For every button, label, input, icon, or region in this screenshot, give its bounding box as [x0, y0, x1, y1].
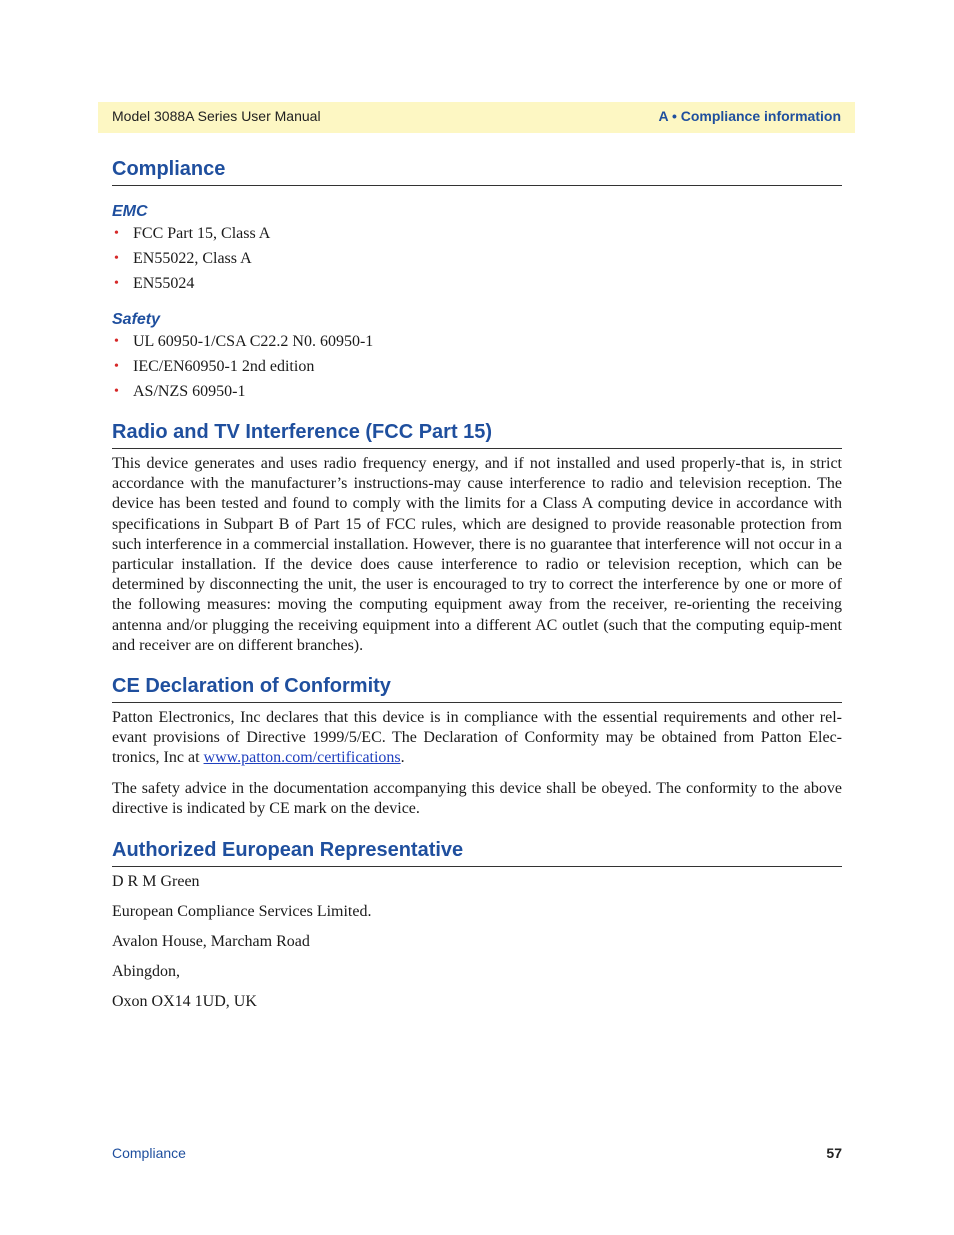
bullet-icon: • [114, 334, 119, 349]
chapter-title: A • Compliance information [658, 108, 841, 124]
subsection-title-safety: Safety [112, 311, 161, 328]
page-content [112, 158, 842, 1012]
page-number: 57 [826, 1145, 842, 1161]
address-line: European Compliance Services Limited. [112, 903, 372, 921]
bullet-icon: • [114, 276, 119, 291]
bullet-icon: • [114, 384, 119, 399]
address-line: Oxon OX14 1UD, UK [112, 993, 257, 1011]
address-line: Abingdon, [112, 963, 180, 981]
section-title-radio-interference: Radio and TV Interference (FCC Part 15) [112, 421, 842, 449]
footer-section-name: Compliance [112, 1145, 186, 1161]
section-title-ce-declaration: CE Declaration of Conformity [112, 675, 842, 703]
list-item: • EN55024 [112, 271, 842, 296]
emc-list [112, 221, 842, 296]
section-title-compliance: Compliance [112, 158, 842, 186]
subsection-title-emc: EMC [112, 203, 148, 220]
running-header [98, 102, 855, 133]
list-item: • UL 60950-1/CSA C22.2 N0. 60950-1 [112, 329, 842, 354]
manual-title: Model 3088A Series User Manual [112, 108, 321, 124]
certifications-link[interactable]: www.patton.com/certifications [203, 749, 401, 767]
address-line: Avalon House, Marcham Road [112, 933, 310, 951]
list-item: • IEC/EN60950-1 2nd edition [112, 354, 842, 379]
bullet-icon: • [114, 251, 119, 266]
safety-list [112, 329, 842, 404]
list-item: • EN55022, Class A [112, 246, 842, 271]
section-title-european-representative: Authorized European Representative [112, 839, 842, 867]
representative-address [112, 872, 842, 1012]
ce-paragraph-1: Patton Electronics, Inc declares that this device is in compliance with the essential requirements and other rel-evant provisions of Directive 1999/5/EC. The Declaration of Conformity may be obtained from Patton Elec-tronics, Inc at www.patton.com/certifications. [112, 709, 842, 767]
bullet-icon: • [114, 226, 119, 241]
address-line: D R M Green [112, 873, 200, 891]
bullet-icon: • [114, 359, 119, 374]
list-item: • AS/NZS 60950-1 [112, 379, 842, 404]
radio-paragraph: This device generates and uses radio frequency energy, and if not installed and used properly-that is, in strict accordance with the manufacturer’s instructions-may cause interference to radio and television reception. The device has been tested and found to comply with the limits for a Class A computing device in accordance with specifications in Subpart B of Part 15 of FCC rules, which are designed to provide reasonable protection from such interference in a commercial installation. However, there is no guarantee that interference will not occur in a particular installation. If the device does cause interference to radio or television reception, which can be determined by disconnecting the unit, the user is encouraged to try to correct the interference by one or more of the following measures: moving the computing equipment away from the receiver, re-orienting the receiving antenna and/or plugging the receiving equipment into a different AC outlet (such that the computing equip-ment and receiver are on different branches). [112, 455, 842, 654]
list-item: • FCC Part 15, Class A [112, 221, 842, 246]
ce-paragraph-2: The safety advice in the documentation accompanying this device shall be obeyed. The conformity to the above directive is indicated by CE mark on the device. [112, 779, 842, 817]
